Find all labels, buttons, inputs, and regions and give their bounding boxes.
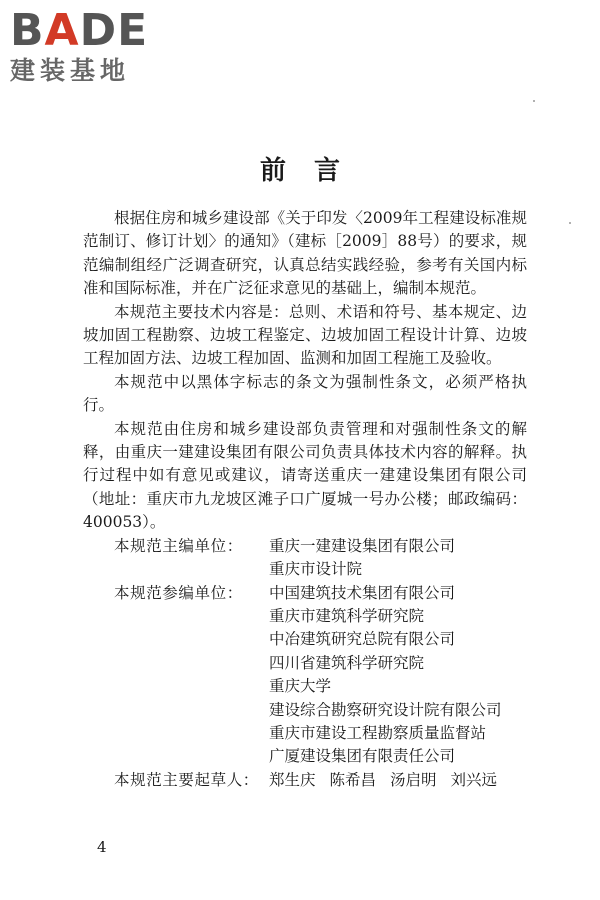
credits xyxy=(83,535,527,792)
chief-unit-row xyxy=(83,558,527,581)
participating-unit-row xyxy=(83,582,527,605)
participating-unit: 中国建筑技术集团有限公司 xyxy=(269,583,456,602)
drafters-row xyxy=(83,769,527,792)
logo-wordmark: BADE xyxy=(10,5,149,56)
drafter-name: 刘兴远 xyxy=(450,770,498,789)
paragraph-management: 本规范由住房和城乡建设部负责管理和对强制性条文的解释，由重庆一建建设集团有限公司负责具体技术内容的解释。执行过程中如有意见或建议，请寄送重庆一建建设集团有限公司（地址：重庆市九龙坡区滩子口广厦城一号办公楼；邮政编码：400053）。 xyxy=(83,419,527,532)
chief-unit: 重庆一建建设集团有限公司 xyxy=(269,536,456,555)
chief-unit-label: 本规范主编单位： xyxy=(114,536,243,555)
bade-logo xyxy=(10,5,149,86)
participating-unit: 建设综合勘察研究设计院有限公司 xyxy=(269,700,502,719)
drafters-label: 本规范主要起草人： xyxy=(114,770,259,789)
participating-unit: 重庆市建设工程勘察质量监督站 xyxy=(269,723,487,742)
drafter-name: 郑生庆 xyxy=(269,770,316,789)
chief-unit: 重庆市设计院 xyxy=(269,560,363,579)
preface-body xyxy=(83,207,527,792)
scan-speck xyxy=(533,100,535,102)
page-number: 4 xyxy=(97,838,107,856)
drafter-name: 陈希昌 xyxy=(329,770,377,789)
scan-speck xyxy=(569,222,571,224)
participating-unit: 广厦建设集团有限责任公司 xyxy=(269,747,456,766)
page-title: 前言 xyxy=(259,156,368,186)
participating-unit-label: 本规范参编单位： xyxy=(114,583,243,602)
drafter-name: 汤启明 xyxy=(390,770,437,789)
participating-unit: 重庆市建筑科学研究院 xyxy=(269,606,425,625)
paragraph-contents: 本规范主要技术内容是：总则、术语和符号、基本规定、边坡加固工程勘察、边坡工程鉴定、边坡加固工程设计计算、边坡工程加固方法、边坡工程加固、监测和加固工程施工及验收。 xyxy=(83,302,527,368)
logo-subtitle: 建装基地 xyxy=(10,56,131,85)
drafters-list xyxy=(269,769,527,792)
participating-unit: 重庆大学 xyxy=(269,677,332,696)
participating-unit: 四川省建筑科学研究院 xyxy=(269,653,425,672)
paragraph-mandatory: 本规范中以黑体字标志的条文为强制性条文，必须严格执行。 xyxy=(83,372,527,415)
chief-unit-row xyxy=(83,535,527,558)
paragraph-background: 根据住房和城乡建设部《关于印发〈2009年工程建设标准规范制订、修订计划〉的通知》（建标［2009］88号）的要求，规范编制组经广泛调查研究，认真总结实践经验，参考有关国内标准和国际标准，并在广泛征求意见的基础上，编制本规范。 xyxy=(83,209,527,298)
participating-unit: 中冶建筑研究总院有限公司 xyxy=(269,630,456,649)
